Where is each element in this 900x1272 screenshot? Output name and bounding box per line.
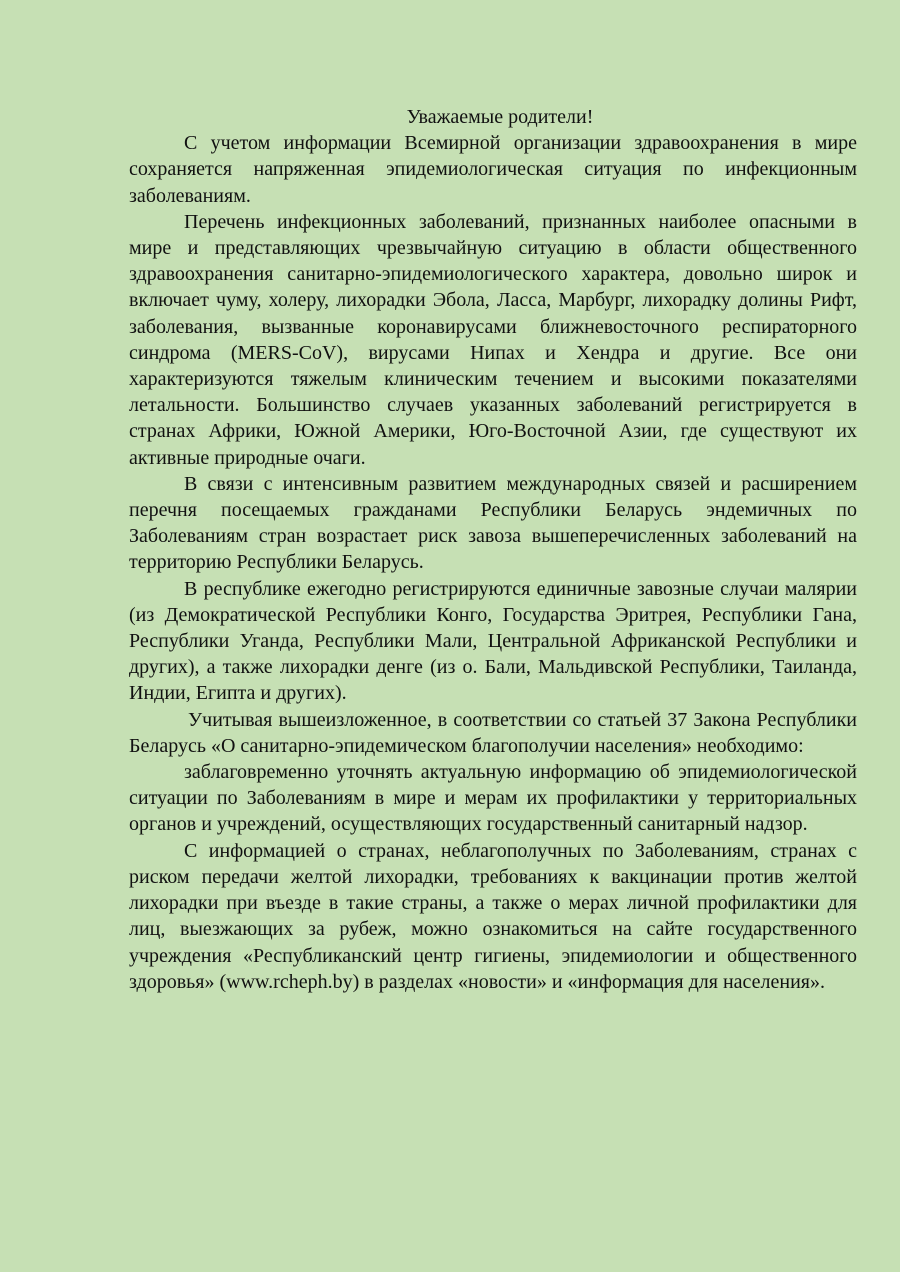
paragraph-who-situation: С учетом информации Всемирной организации здравоохранения в мире сохраняется напряженная эпидемиологическая ситуация по инфекционным заболеваниям.: [129, 132, 857, 207]
paragraph-dangerous-diseases: Перечень инфекционных заболеваний, признанных наиболее опасными в мире и представляющих чрезвычайную ситуацию в области общественного здравоохранения санитарно-эпидемиологического характера, довольно широк и включает чуму, холеру, лихорадки Эбола, Ласса, Марбург, лихорадку долины Рифт, заболевания, вызванные коронавирусами ближневосточного респираторного синдрома (MERS-CoV), вирусами Нипах и Хендра и другие. Все они характеризуются тяжелым клиническим течением и высокими показателями летальности. Большинство случаев указанных заболеваний регистрируется в странах Африки, Южной Америки, Юго-Восточной Азии, где существуют их активные природные очаги.: [129, 210, 857, 469]
paragraph-import-risk: В связи с интенсивным развитием международных связей и расширением перечня посещаемых гражданами Республики Беларусь эндемичных по Заболеваниям стран возрастает риск завоза вышеперечисленных заболеваний на территорию Республики Беларусь.: [129, 472, 857, 574]
document-title: Уважаемые родители!: [406, 106, 594, 128]
paragraph-law-reference: Учитывая вышеизложенное, в соответствии со статьей 37 Закона Республики Беларусь «О санитарно-эпидемическом благополучии населения» необходимо:: [129, 708, 857, 757]
paragraph-imported-cases: В республике ежегодно регистрируются единичные завозные случаи малярии (из Демократической Республики Конго, Государства Эритрея, Республики Гана, Республики Уганда, Республики Мали, Центральной Африканской Республики и других), а также лихорадки денге (из о. Бали, Мальдивской Республики, Таиланда, Индии, Египта и других).: [129, 577, 857, 705]
document-page: [129, 104, 857, 995]
paragraph-recommendation: заблаговременно уточнять актуальную информацию об эпидемиологической ситуации по Заболеваниям в мире и мерам их профилактики у территориальных органов и учреждений, осуществляющих государственный санитарный надзор.: [129, 761, 857, 836]
paragraph-information-source: С информацией о странах, неблагополучных по Заболеваниям, странах с риском передачи желтой лихорадки, требованиях к вакцинации против желтой лихорадки при въезде в такие страны, а также о мерах личной профилактики для лиц, выезжающих за рубеж, можно ознакомиться на сайте государственного учреждения «Республиканский центр гигиены, эпидемиологии и общественного здоровья» (www.rcheph.by) в разделах «новости» и «информация для населения».: [129, 839, 857, 993]
